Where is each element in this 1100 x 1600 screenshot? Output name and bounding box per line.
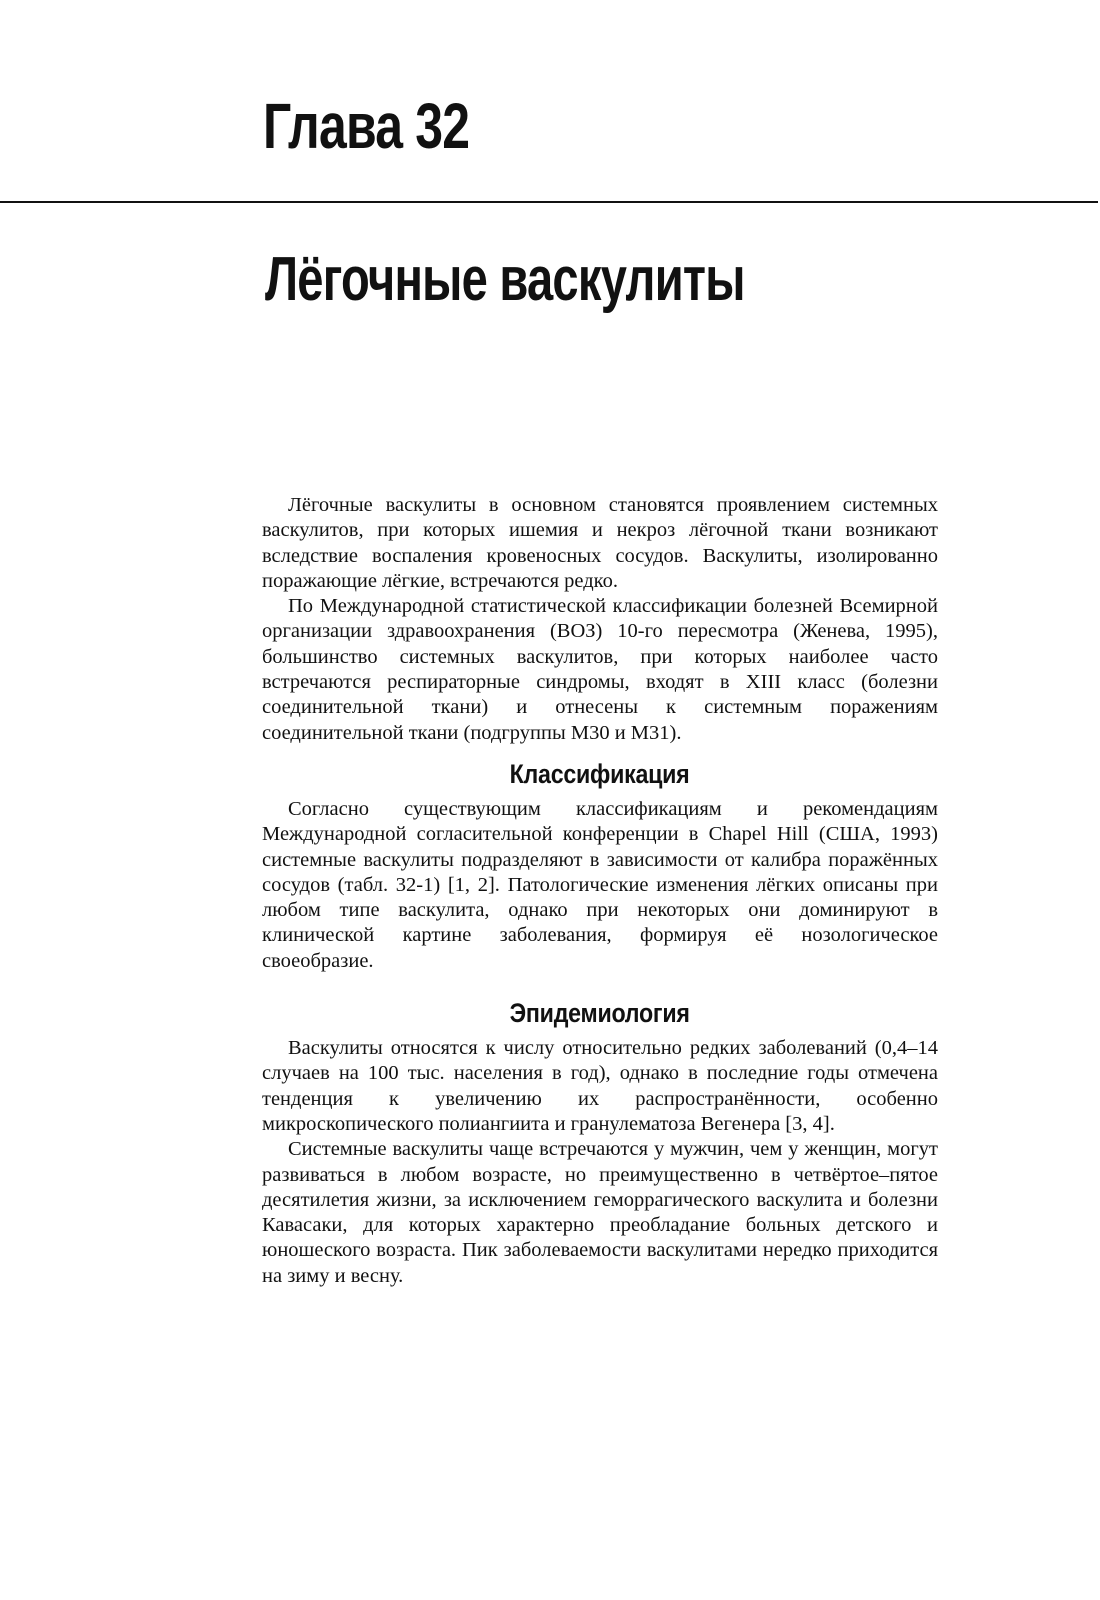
intro-paragraph-2: По Международной статистической классификации болезней Всемирной организации здравоохранения (ВОЗ) 10-го пересмотра (Женева, 1995), большинство системных васкулитов, при которых наиболее часто встречаются респираторные синдромы, входят в XIII класс (болезни соединительной ткани) и отнесены к системным поражениям соединительной ткани (подгруппы М30 и М31). bbox=[262, 595, 938, 744]
chapter-divider bbox=[0, 201, 1098, 203]
classification-paragraph-1: Согласно существующим классификациям и рекомендациям Международной согласительной конференции в Chapel Hill (США, 1993) системные васкулиты подразделяют в зависимости от калибра поражённых сосудов (табл. 32-1) [1, 2]. Патологические изменения лёгких описаны при любом типе васкулита, однако при некоторых они доминируют в клинической картине заболевания, формируя её нозологическое своеобразие. bbox=[262, 797, 938, 972]
chapter-body bbox=[262, 493, 938, 1289]
chapter-label: Глава 32 bbox=[263, 90, 470, 162]
epidemiology-paragraph-2: Системные васкулиты чаще встречаются у мужчин, чем у женщин, могут развиваться в любом возрасте, но преимущественно в четвёртое–пятое десятилетия жизни, за исключением геморрагического васкулита и болезни Кавасаки, для которых характерно преобладание больных детского и юношеского возраста. Пик заболеваемости васкулитами нередко приходится на зиму и весну. bbox=[262, 1138, 938, 1287]
intro-paragraph-1: Лёгочные васкулиты в основном становятся проявлением системных васкулитов, при которых ишемия и некроз лёгочной ткани возникают вследствие воспаления кровеносных сосудов. Васкулиты, изолированно поражающие лёгкие, встречаются редко. bbox=[262, 494, 938, 592]
section-heading-text: Эпидемиология bbox=[509, 998, 690, 1029]
section-heading-text: Классификация bbox=[510, 758, 690, 789]
epidemiology-paragraph-1: Васкулиты относятся к числу относительно редких заболеваний (0,4–14 случаев на 100 тыс. населения в год), однако в последние годы отмечена тенденция к увеличению их распространённости, особенно микроскопического полиангиита и гранулематоза Вегенера [3, 4]. bbox=[262, 1037, 938, 1135]
section-heading-classification bbox=[262, 757, 938, 791]
chapter-title: Лёгочные васкулиты bbox=[265, 245, 745, 314]
section-heading-epidemiology bbox=[262, 996, 938, 1030]
